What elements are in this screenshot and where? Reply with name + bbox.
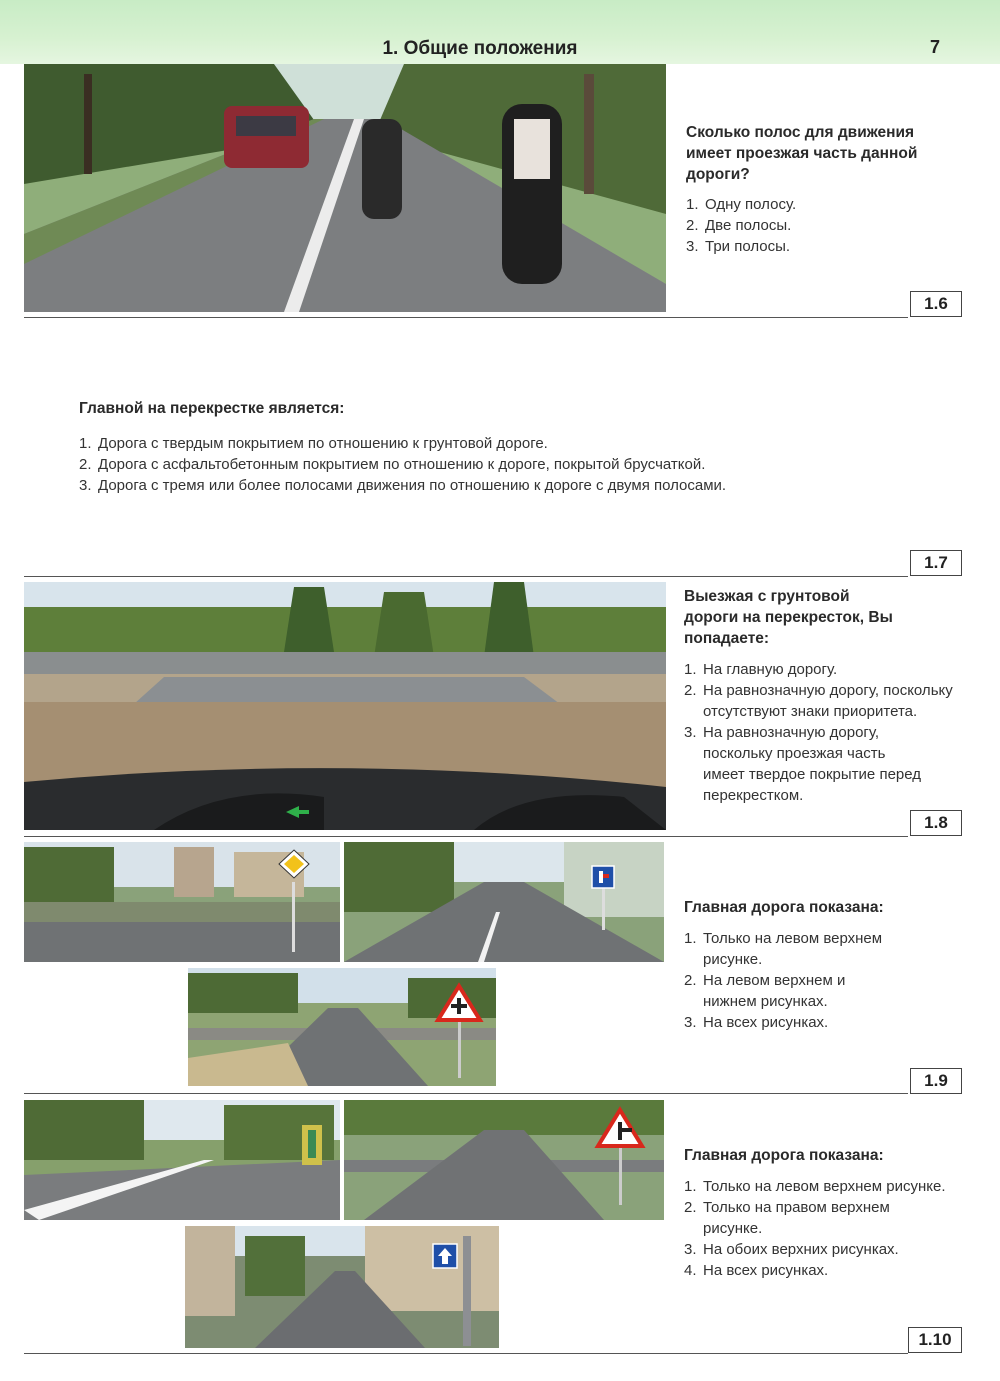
- photo-road-motorcycles: [24, 64, 666, 312]
- answer-option[interactable]: 2. Только на правом верхнем рисунке.: [684, 1199, 890, 1237]
- page-number: 7: [930, 37, 941, 57]
- question-number-badge: 1.6: [910, 291, 962, 317]
- answer-option[interactable]: 3. На равнозначную дорогу, поскольку проезжая часть имеет твердое покрытие перед перекрестком.: [684, 724, 922, 804]
- question-number-badge: 1.8: [910, 810, 962, 836]
- answer-number: 4.: [684, 1262, 697, 1279]
- answer-number: 2.: [686, 217, 699, 234]
- answer-number: 2.: [684, 972, 697, 989]
- photo-side-road-sign: [344, 1100, 664, 1220]
- question-1-10-answers: [684, 1176, 949, 1281]
- answer-number: 3.: [79, 477, 92, 494]
- answer-number: 1.: [684, 661, 697, 678]
- answer-number: 1.: [684, 1178, 697, 1195]
- divider: [24, 836, 908, 837]
- answer-option[interactable]: 1. Одну полосу.: [686, 196, 797, 213]
- photo-one-way-sign: [344, 842, 664, 962]
- answer-option[interactable]: 2. На левом верхнем и нижнем рисунках.: [684, 972, 846, 1010]
- divider: [24, 1093, 908, 1094]
- answer-number: 2.: [684, 1199, 697, 1216]
- answer-number: 3.: [684, 1241, 697, 1258]
- answer-option[interactable]: 3. На всех рисунках.: [684, 1014, 829, 1031]
- question-number-badge: 1.9: [910, 1068, 962, 1094]
- answer-option[interactable]: 3. На обоих верхних рисунках.: [684, 1241, 899, 1258]
- answer-option[interactable]: 2. На равнозначную дорогу, поскольку отсутствуют знаки приоритета.: [684, 682, 953, 720]
- answer-option[interactable]: 1. На главную дорогу.: [684, 661, 838, 678]
- question-number-badge: 1.7: [910, 550, 962, 576]
- answer-number: 1.: [79, 435, 92, 452]
- question-1-10-title: Главная дорога показана:: [684, 1147, 884, 1164]
- question-1-7-title: Главной на перекрестке является:: [79, 400, 345, 417]
- photo-minor-road-sign: [188, 968, 496, 1086]
- divider: [24, 1353, 908, 1354]
- answer-option[interactable]: 3. Три полосы.: [686, 238, 791, 255]
- answer-number: 3.: [684, 724, 697, 741]
- answer-number: 3.: [686, 238, 699, 255]
- divider: [24, 576, 908, 577]
- photo-motorway: [24, 1100, 340, 1220]
- photo-main-road-sign: [24, 842, 340, 962]
- answer-number: 1.: [686, 196, 699, 213]
- question-1-8-title: Выезжая с грунтовой дороги на перекресток, Вы попадаете:: [684, 588, 893, 647]
- answer-number: 2.: [684, 682, 697, 699]
- question-1-6-answers: [686, 194, 961, 257]
- divider: [24, 317, 908, 318]
- answer-option[interactable]: 2. Две полосы.: [686, 217, 792, 234]
- question-1-7-answers: [79, 433, 939, 496]
- question-number-badge: 1.10: [908, 1327, 962, 1353]
- answer-number: 2.: [79, 456, 92, 473]
- answer-number: 1.: [684, 930, 697, 947]
- question-1-8-answers: [684, 659, 954, 806]
- photo-city-one-way: [185, 1226, 499, 1348]
- answer-option[interactable]: 2. Дорога с асфальтобетонным покрытием по отношению к дороге, покрытой брусчаткой.: [79, 456, 706, 473]
- question-1-6-title: Сколько полос для движения имеет проезжая часть данной дороги?: [686, 124, 918, 183]
- question-1-9-answers: [684, 928, 924, 1033]
- answer-option[interactable]: 1. Только на левом верхнем рисунке.: [684, 1178, 946, 1195]
- answer-option[interactable]: 1. Дорога с твердым покрытием по отношению к грунтовой дороге.: [79, 435, 548, 452]
- chapter-title: 1. Общие положения: [382, 38, 578, 59]
- answer-option[interactable]: 1. Только на левом верхнем рисунке.: [684, 930, 883, 968]
- answer-option[interactable]: 3. Дорога с тремя или более полосами движения по отношению к дороге с двумя полосами.: [79, 477, 727, 494]
- answer-number: 3.: [684, 1014, 697, 1031]
- question-1-9-title: Главная дорога показана:: [684, 899, 884, 916]
- photo-dirt-road-intersection: [24, 582, 666, 830]
- answer-option[interactable]: 4. На всех рисунках.: [684, 1262, 829, 1279]
